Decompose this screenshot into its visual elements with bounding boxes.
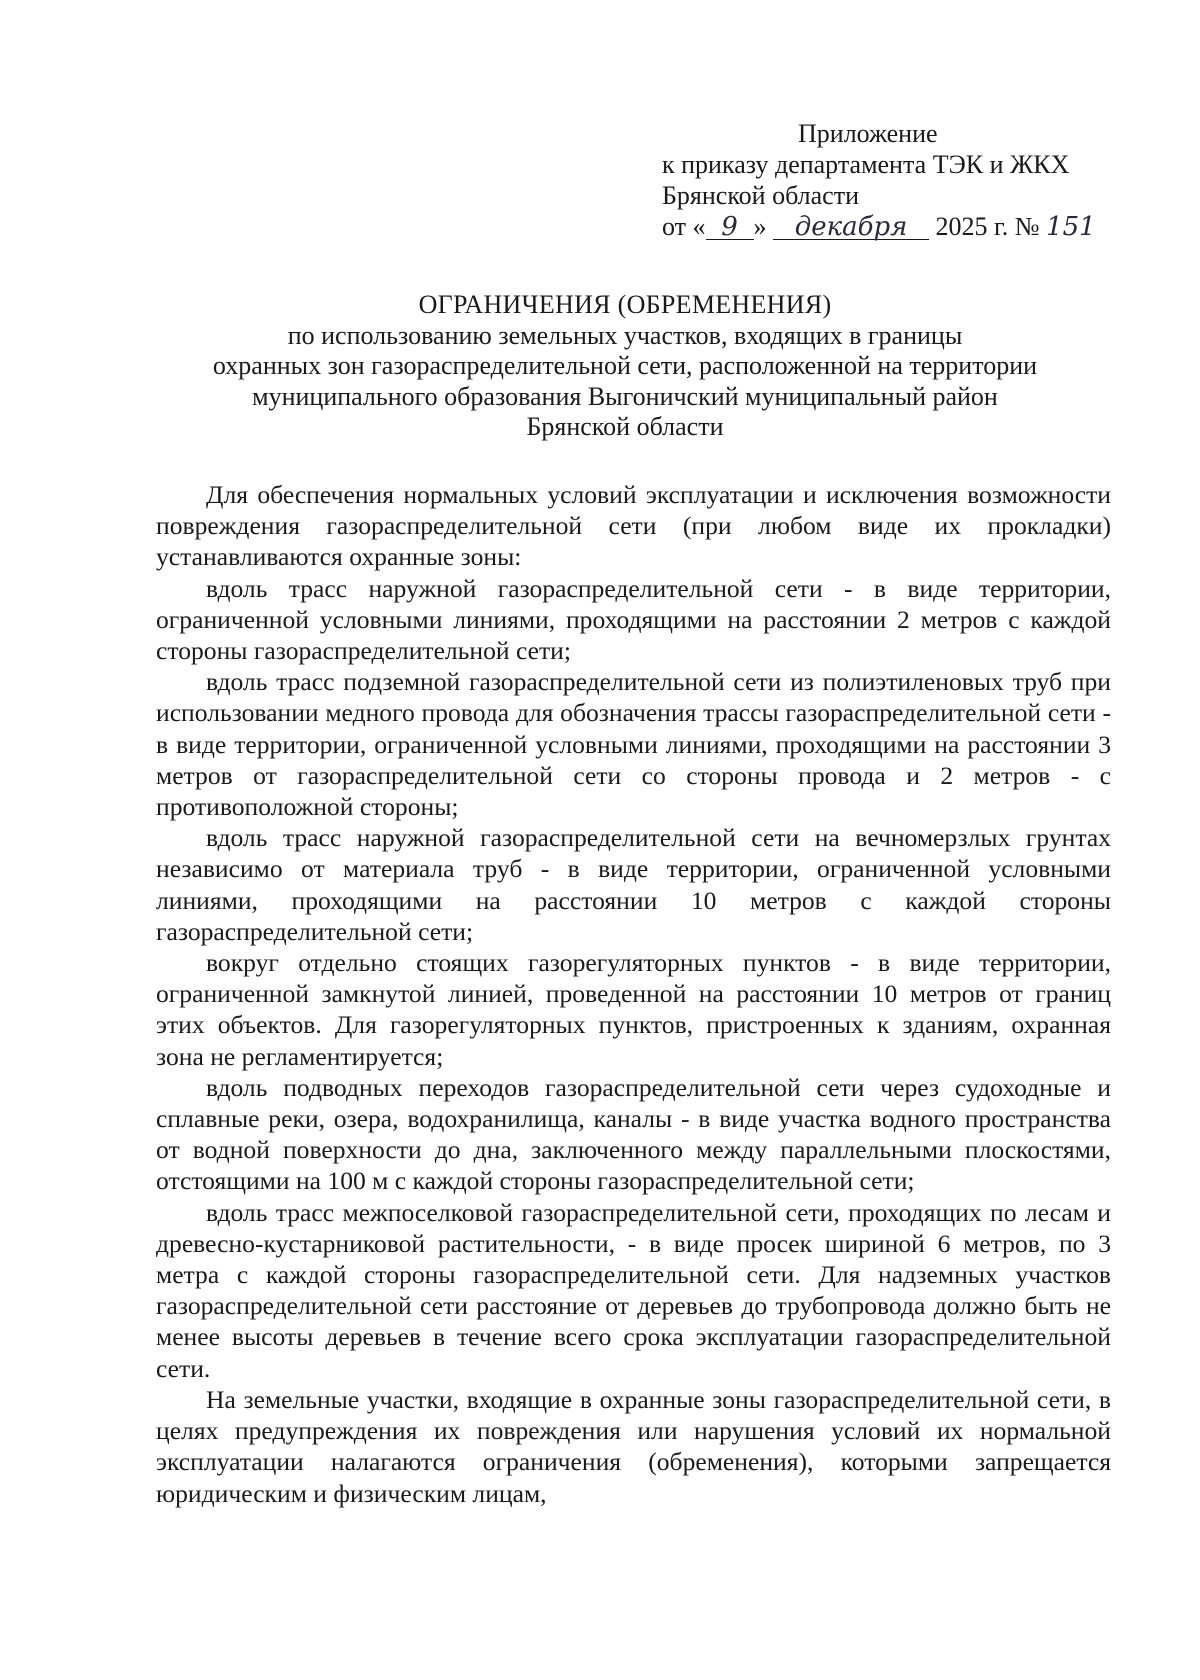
date-day: 9 xyxy=(706,215,754,240)
appendix-region-line: Брянской области xyxy=(662,181,859,210)
appendix-date-line xyxy=(662,211,1142,243)
date-month: декабря xyxy=(773,215,929,240)
heading-line: охранных зон газораспределительной сети, расположенной на территории xyxy=(212,351,1038,380)
paragraph-underground-network: вдоль трасс подземной газораспределительной сети из полиэтиленовых труб при использовании медного провода для обозначения трассы газораспределительной сети - в виде территории, ограниченной условными линиями, проходящими на расстоянии 3 метров от газораспределительной сети со стороны провода и 2 метров - с противоположной стороны; xyxy=(156,667,1111,822)
date-year: 2025 г. № xyxy=(935,212,1040,241)
document-heading xyxy=(130,290,1120,443)
document-body xyxy=(156,479,1111,1509)
appendix-block xyxy=(662,118,1142,243)
paragraph-underwater-crossings: вдоль подводных переходов газораспределительной сети через судоходные и сплавные реки, озера, водохранилища, каналы - в виде участка водного пространства от водной поверхности до дна, заключенного между параллельными плоскостями, отстоящими на 100 м с каждой стороны газораспределительной сети; xyxy=(156,1072,1111,1196)
appendix-title: Приложение xyxy=(798,119,938,148)
paragraph-forest-clearings: вдоль трасс межпоселковой газораспределительной сети, проходящих по лесам и древесно-кустарниковой растительности, - в виде просек шириной 6 метров, по 3 метра с каждой стороны газораспределительной сети. Для надземных участков газораспределительной сети расстояние от деревьев до трубопровода должно быть не менее высоты деревьев в течение всего срока эксплуатации газораспределительной сети. xyxy=(156,1197,1111,1383)
paragraph-intro: Для обеспечения нормальных условий эксплуатации и исключения возможности повреждения газораспределительной сети (при любом виде их прокладки) устанавливаются охранные зоны: xyxy=(156,480,1111,572)
heading-line: Брянской области xyxy=(526,412,724,441)
paragraph-restrictions: На земельные участки, входящие в охранные зоны газораспределительной сети, в целях предупреждения их повреждения или нарушения условий их нормальной эксплуатации налагаются ограничения (обременения), которыми запрещается юридическим и физическим лицам, xyxy=(156,1384,1111,1508)
date-mid: » xyxy=(753,212,767,241)
paragraph-external-network: вдоль трасс наружной газораспределительной сети - в виде территории, ограниченной условными линиями, проходящими на расстоянии 2 метров с каждой стороны газораспределительной сети; xyxy=(156,573,1111,666)
appendix-order-line: к приказу департамента ТЭК и ЖКХ xyxy=(662,150,1070,179)
heading-line: по использованию земельных участков, входящих в границы xyxy=(287,320,963,350)
paragraph-permafrost: вдоль трасс наружной газораспределительной сети на вечномерзлых грунтах независимо от материала труб - в виде территории, ограниченной условными линиями, проходящими на расстоянии 10 метров с каждой стороны газораспределительной сети; xyxy=(156,823,1111,946)
paragraph-regulator-points: вокруг отдельно стоящих газорегуляторных пунктов - в виде территории, ограниченной замкнутой линией, проведенной на расстоянии 10 метров от границ этих объектов. Для газорегуляторных пунктов, пристроенных к зданиям, охранная зона не регламентируется; xyxy=(156,948,1111,1071)
heading-title: ОГРАНИЧЕНИЯ (ОБРЕМЕНЕНИЯ) xyxy=(418,290,832,319)
heading-line: муниципального образования Выгоничский муниципальный район xyxy=(252,381,998,411)
order-number: 151 xyxy=(1046,212,1096,242)
date-prefix: от « xyxy=(662,212,706,241)
